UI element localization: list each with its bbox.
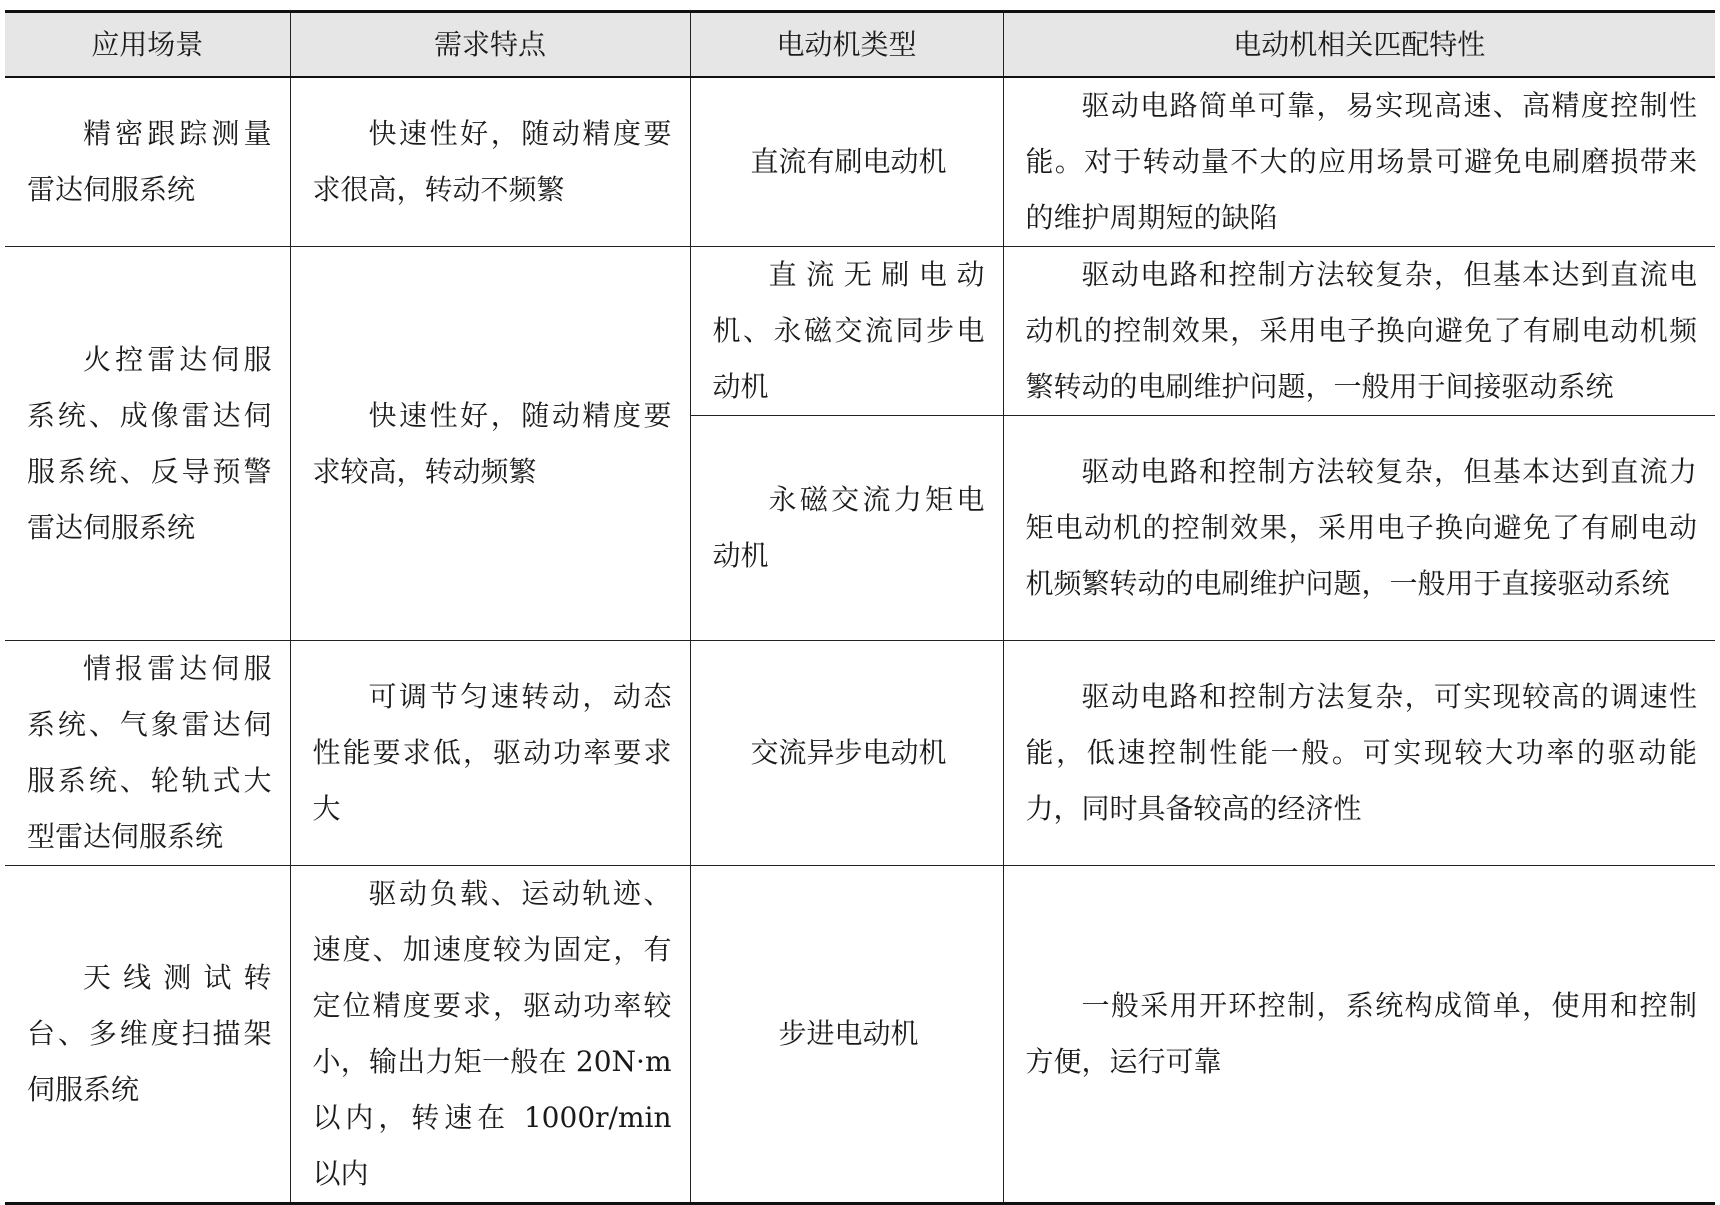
header-scenario: 应用场景: [5, 12, 290, 78]
cell-characteristics: 驱动电路简单可靠，易实现高速、高精度控制性能。对于转动量不大的应用场景可避免电刷磨损带来的维护周期短的缺陷: [1003, 77, 1715, 247]
table-header: [5, 12, 1715, 78]
cell-scenario: 精密跟踪测量雷达伺服系统: [5, 77, 290, 247]
cell-characteristics: 一般采用开环控制，系统构成简单，使用和控制方便，运行可靠: [1025, 989, 1697, 1078]
header-motor-type: 电动机类型: [690, 12, 1003, 78]
cell-motor-type: 直流无刷电动机、永磁交流同步电动机: [690, 247, 1003, 416]
table-row: [5, 866, 1715, 1204]
motor-matching-table: [5, 10, 1715, 1205]
header-requirement: 需求特点: [290, 12, 690, 78]
cell-scenario: 天线测试转台、多维度扫描架伺服系统: [5, 866, 290, 1204]
cell-characteristics: 驱动电路和控制方法较复杂，但基本达到直流力矩电动机的控制效果，采用电子换向避免了有刷电动机频繁转动的电刷维护问题，一般用于直接驱动系统: [1003, 416, 1715, 641]
cell-scenario: 情报雷达伺服系统、气象雷达伺服系统、轮轨式大型雷达伺服系统: [5, 641, 290, 866]
cell-motor-type: 交流异步电动机: [690, 641, 1003, 866]
cell-characteristics: 驱动电路和控制方法较复杂，但基本达到直流电动机的控制效果，采用电子换向避免了有刷电动机频繁转动的电刷维护问题，一般用于间接驱动系统: [1003, 247, 1715, 416]
table-row: [5, 77, 1715, 247]
cell-requirement: 快速性好，随动精度要求很高，转动不频繁: [290, 77, 690, 247]
cell-motor-type: 直流有刷电动机: [690, 77, 1003, 247]
header-characteristics: 电动机相关匹配特性: [1003, 12, 1715, 78]
cell-requirement: 驱动负载、运动轨迹、速度、加速度较为固定，有定位精度要求，驱动功率较小，输出力矩一般在 20N·m 以内，转速在 1000r/min 以内: [290, 866, 690, 1204]
cell-motor-type: 永磁交流力矩电动机: [690, 416, 1003, 641]
cell-requirement: 可调节匀速转动，动态性能要求低，驱动功率要求大: [290, 641, 690, 866]
cell-requirement: 快速性好，随动精度要求较高，转动频繁: [290, 247, 690, 641]
cell-motor-type: 步进电动机: [690, 866, 1003, 1204]
table-body: [5, 77, 1715, 1204]
table-row: [5, 247, 1715, 416]
cell-characteristics: 驱动电路和控制方法复杂，可实现较高的调速性能，低速控制性能一般。可实现较大功率的驱动能力，同时具备较高的经济性: [1003, 641, 1715, 866]
cell-scenario: 火控雷达伺服系统、成像雷达伺服系统、反导预警雷达伺服系统: [5, 247, 290, 641]
table-row: [5, 641, 1715, 866]
header-row: [5, 12, 1715, 78]
